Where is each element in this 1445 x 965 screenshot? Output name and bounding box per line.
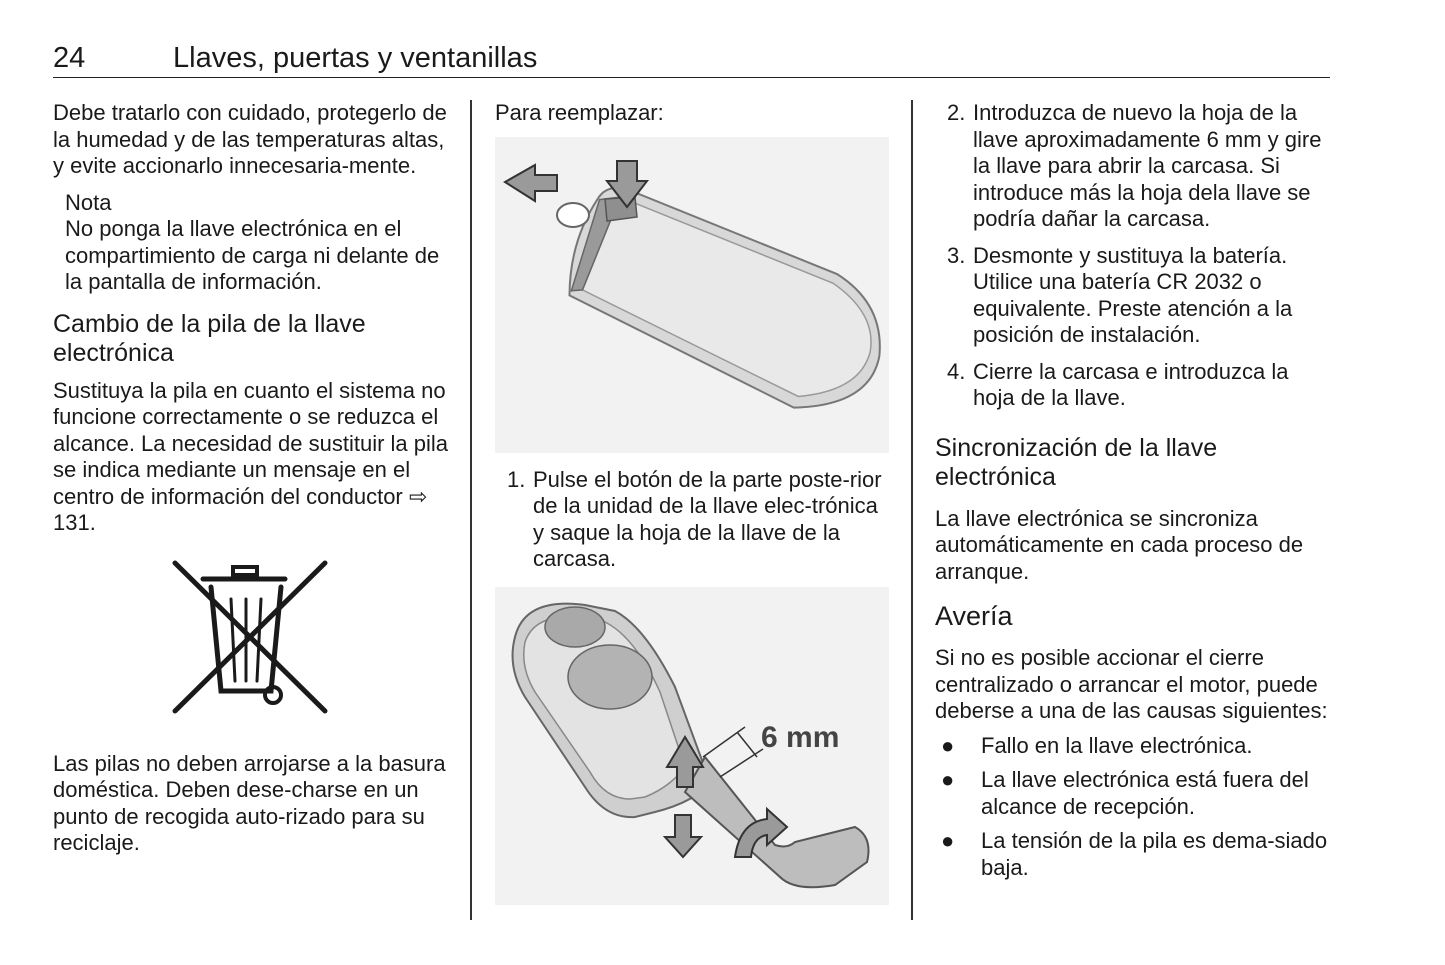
page-header xyxy=(53,40,1330,78)
step-4-text: Cierre la carcasa e introduzca la hoja de la llave. xyxy=(973,358,1289,410)
battery-change-text: Sustituya la pila en cuanto el sistema no funcione correctamente o se reduzca el alcance. La necesidad de sustituir la pila se indica mediante un mensaje en el centro de información del conductor xyxy=(53,377,449,509)
note-text: No ponga la llave electrónica en el compartimiento de carga ni delante de la pantalla de información. xyxy=(65,216,440,294)
fault-heading: Avería xyxy=(935,601,1013,631)
fault-bullet-text: Fallo en la llave electrónica. xyxy=(981,732,1253,758)
fault-bullet xyxy=(935,828,1335,881)
battery-change-paragraph xyxy=(53,378,451,537)
intro-paragraph: Debe tratarlo con cuidado, protegerlo de la humedad y de las temperaturas altas, y evite accionarlo innecesaria-mente. xyxy=(53,100,447,178)
bullet-icon: ● xyxy=(941,828,955,853)
column-divider-2 xyxy=(911,100,913,920)
step-1-number: 1. xyxy=(507,466,526,492)
step-2-text: Introduzca de nuevo la hoja de la llave aproximadamente 6 mm y gire la llave para abrir la carcasa. Si introduce más la hoja dela llave se podría dañar la carcasa. xyxy=(973,100,1322,231)
fault-bullet-text: La tensión de la pila es dema-siado baja. xyxy=(981,828,1328,880)
column-2 xyxy=(495,100,893,905)
key-fob-opening-figure xyxy=(495,587,889,905)
step-1-text: Pulse el botón de la parte poste-rior de la unidad de la llave elec-trónica y saque la hoja de la llave de la carcasa. xyxy=(533,466,882,571)
disposal-paragraph: Las pilas no deben arrojarse a la basura doméstica. Deben dese-charse en un punto de recogida auto-rizado para su reciclaje. xyxy=(53,750,446,855)
step-3-text: Desmonte y sustituya la batería. Utilice una batería CR 2032 o equivalente. Preste atención a la posición de instalación. xyxy=(973,242,1293,347)
column-1 xyxy=(53,100,451,857)
sync-heading: Sincronización de la llave electrónica xyxy=(935,433,1218,491)
step-3-number: 3. xyxy=(947,242,966,268)
fault-bullet xyxy=(935,767,1335,820)
dimension-label: 6 mm xyxy=(761,720,840,754)
column-3 xyxy=(935,100,1335,881)
fault-bullet xyxy=(935,733,1335,760)
step-2 xyxy=(935,100,1335,233)
note-title: Nota xyxy=(65,189,112,215)
chapter-title: Llaves, puertas y ventanillas xyxy=(173,42,538,74)
page-ref-arrow-icon: ⇨ xyxy=(408,483,428,509)
sync-paragraph: La llave electrónica se sincroniza automáticamente en cada proceso de arranque. xyxy=(935,505,1304,584)
step-4 xyxy=(935,359,1335,412)
note-block xyxy=(65,190,451,296)
battery-disposal-symbol xyxy=(53,559,451,729)
bullet-icon: ● xyxy=(941,732,955,758)
bullet-icon: ● xyxy=(941,767,955,792)
step-1 xyxy=(495,467,893,573)
replace-intro: Para reemplazar: xyxy=(495,100,664,125)
step-2-number: 2. xyxy=(947,100,966,125)
column-divider-1 xyxy=(470,100,472,920)
key-fob-release-figure xyxy=(495,137,889,453)
page-number: 24 xyxy=(53,42,86,74)
step-3 xyxy=(935,243,1335,349)
page-ref[interactable]: 131. xyxy=(53,510,96,535)
fault-bullet-text: La llave electrónica está fuera del alcance de recepción. xyxy=(981,767,1309,819)
battery-change-heading: Cambio de la pila de la llave electrónica xyxy=(53,309,366,367)
step-4-number: 4. xyxy=(947,358,966,384)
fault-paragraph: Si no es posible accionar el cierre centralizado o arrancar el motor, puede deberse a una de las causas siguientes: xyxy=(935,645,1328,723)
